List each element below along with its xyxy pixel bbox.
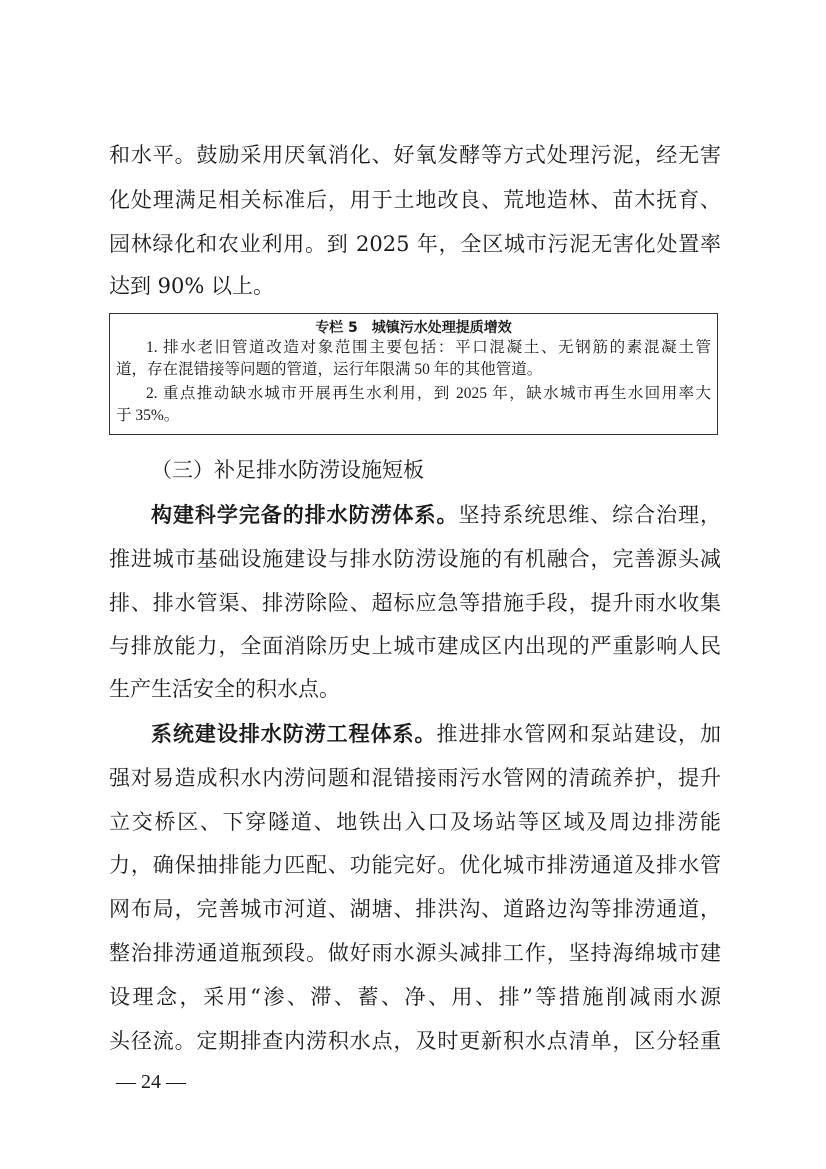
box-title: 专栏 5 城镇污水处理提质增效 — [315, 320, 512, 336]
text-line: 排、排水管渠、排涝除险、超标应急等措施手段，提升雨水收集 — [109, 591, 721, 615]
box-line: 道，存在混错接等问题的管道，运行年限满 50 年的其他管道。 — [116, 361, 543, 378]
text-line: 设理念，采用“渗、滞、蓄、净、用、排”等措施削减雨水源 — [109, 985, 721, 1009]
text-line: 强对易造成积水内涝问题和混错接雨污水管网的清疏养护，提升 — [109, 766, 721, 790]
text-line: 化处理满足相关标准后，用于土地改良、荒地造林、苗木抚育、 — [109, 188, 721, 212]
paragraph-lead: 系统建设排水防涝工程体系。 — [151, 722, 437, 746]
text-line: 力，确保抽排能力匹配、功能完好。优化城市排涝通道及排水管 — [109, 853, 721, 877]
text-line: 达到 90% 以上。 — [109, 274, 275, 298]
text-line — [151, 503, 721, 527]
text-line: 与排放能力，全面消除历史上城市建成区内出现的严重影响人民 — [109, 634, 721, 658]
text-line: 推进城市基础设施建设与排水防涝设施的有机融合，完善源头减 — [109, 547, 721, 571]
text-line: 园林绿化和农业利用。到 2025 年，全区城市污泥无害化处置率 — [109, 232, 721, 256]
text-span: 坚持系统思维、综合治理， — [458, 503, 722, 527]
box-line: 于 35%。 — [116, 407, 180, 424]
text-line: 生产生活安全的积水点。 — [109, 677, 340, 701]
text-line — [151, 722, 721, 746]
text-span: 推进排水管网和泵站建设，加 — [436, 722, 722, 746]
paragraph-lead: 构建科学完备的排水防涝体系。 — [151, 503, 459, 527]
box-line: 1. 排水老旧管道改造对象范围主要包括：平口混凝土、无钢筋的素混凝土管 — [146, 339, 711, 356]
box-line: 2. 重点推动缺水城市开展再生水利用，到 2025 年，缺水城市再生水回用率大 — [146, 385, 711, 402]
text-line: 头径流。定期排查内涝积水点，及时更新积水点清单，区分轻重 — [109, 1029, 721, 1053]
text-line: 和水平。鼓励采用厌氧消化、好氧发酵等方式处理污泥，经无害 — [109, 143, 721, 167]
text-line: 立交桥区、下穿隧道、地铁出入口及场站等区域及周边排涝能 — [109, 810, 721, 834]
section-heading: （三）补足排水防涝设施短板 — [151, 458, 424, 482]
sidebar-box-column-5 — [109, 313, 718, 435]
page-number: — 24 — — [116, 1071, 186, 1093]
text-line: 整治排涝通道瓶颈段。做好雨水源头减排工作，坚持海绵城市建 — [109, 941, 721, 965]
text-line: 网布局，完善城市河道、湖塘、排洪沟、道路边沟等排涝通道， — [109, 897, 721, 921]
